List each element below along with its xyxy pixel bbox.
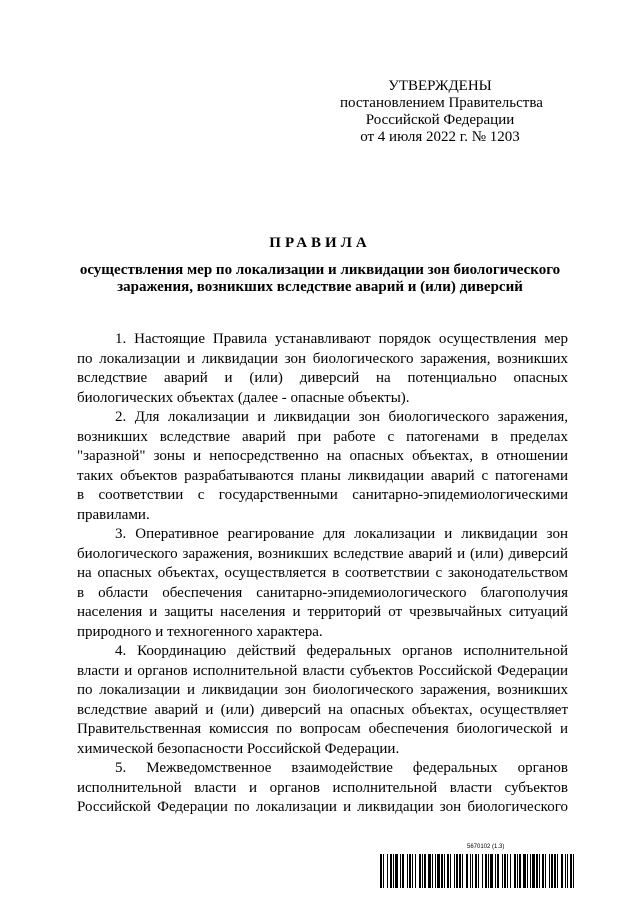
barcode-number: 5670102 (1.3) (467, 844, 505, 850)
paragraph-line: в области обеспечения санитарно-эпидемиологического благополучия (77, 584, 568, 601)
approval-line: Российской Федерации (365, 112, 515, 128)
paragraph-line: 1. Настоящие Правила устанавливают порядок осуществления мер (115, 331, 568, 347)
paragraph-line: населения и защиты населения и территорий от чрезвычайных ситуаций (77, 604, 568, 620)
approval-date: от 4 июля 2022 г. № 1203 (360, 129, 520, 145)
paragraph (77, 330, 568, 408)
paragraph-line: Правительственная комиссия по вопросам обеспечения биологической и (77, 721, 568, 737)
paragraph-line: исполнительной власти и органов исполнительной власти субъектов (77, 779, 568, 796)
approval-line: постановлением Правительства (340, 95, 543, 111)
paragraph-line: 4. Координацию действий федеральных органов исполнительной (115, 643, 568, 659)
paragraph-line: в соответствии с государственными санитарно-эпидемиологическими (77, 487, 568, 503)
paragraph-line: вследствие аварий и (или) диверсий на потенциально опасных (77, 370, 568, 386)
paragraph-line: 3. Оперативное реагирование для локализации и ликвидации зон (115, 526, 568, 542)
document-body (77, 330, 568, 818)
barcode-image (380, 854, 574, 888)
subtitle-line: осуществления мер по локализации и ликвидации зон биологического (79, 262, 561, 278)
paragraph-line: биологических объектах (далее - опасные объекты). (77, 389, 410, 406)
paragraph-line: Российской Федерации по локализации и ликвидации зон биологического (77, 799, 568, 815)
paragraph-line: природного и техногенного характера. (77, 623, 323, 640)
paragraph-line: вследствие аварий и (или) диверсий на опасных объектах, осуществляет (77, 701, 568, 718)
paragraph-line: "заразной" зоны и непосредственно на опасных объектах, в отношении (77, 448, 568, 464)
paragraph (77, 642, 568, 759)
paragraph (77, 408, 568, 525)
paragraph-line: власти и органов исполнительной власти субъектов Российской Федерации (77, 662, 568, 679)
paragraph-line: химической безопасности Российской Федерации. (77, 740, 400, 757)
document-title: ПРАВИЛА (269, 235, 371, 251)
paragraph-line: правилами. (77, 506, 150, 523)
document-subtitle (70, 262, 570, 296)
subtitle-line: заражения, возникших вследствие аварий и (или) диверсий (117, 279, 523, 295)
paragraph-line: по локализации и ликвидации зон биологического заражения, возникших (77, 350, 568, 367)
paragraph (77, 525, 568, 642)
paragraph (77, 759, 568, 818)
barcode-block (380, 844, 574, 888)
paragraph-line: на опасных объектах, осуществляется в соответствии с законодательством (77, 565, 568, 581)
paragraph-line: биологического заражения, возникших вследствие аварий и (или) диверсий (77, 545, 568, 562)
approval-stamp (340, 78, 543, 146)
approval-heading: УТВЕРЖДЕНЫ (388, 78, 492, 94)
paragraph-line: возникших вследствие аварий при работе с патогенами в пределах (77, 428, 568, 445)
paragraph-line: по локализации и ликвидации зон биологического заражения, возникших (77, 682, 568, 698)
paragraph-line: 5. Межведомственное взаимодействие федеральных органов (115, 760, 568, 776)
paragraph-line: 2. Для локализации и ликвидации зон биологического заражения, (115, 409, 568, 425)
paragraph-line: таких объектов разрабатываются планы ликвидации аварий с патогенами (77, 467, 568, 484)
